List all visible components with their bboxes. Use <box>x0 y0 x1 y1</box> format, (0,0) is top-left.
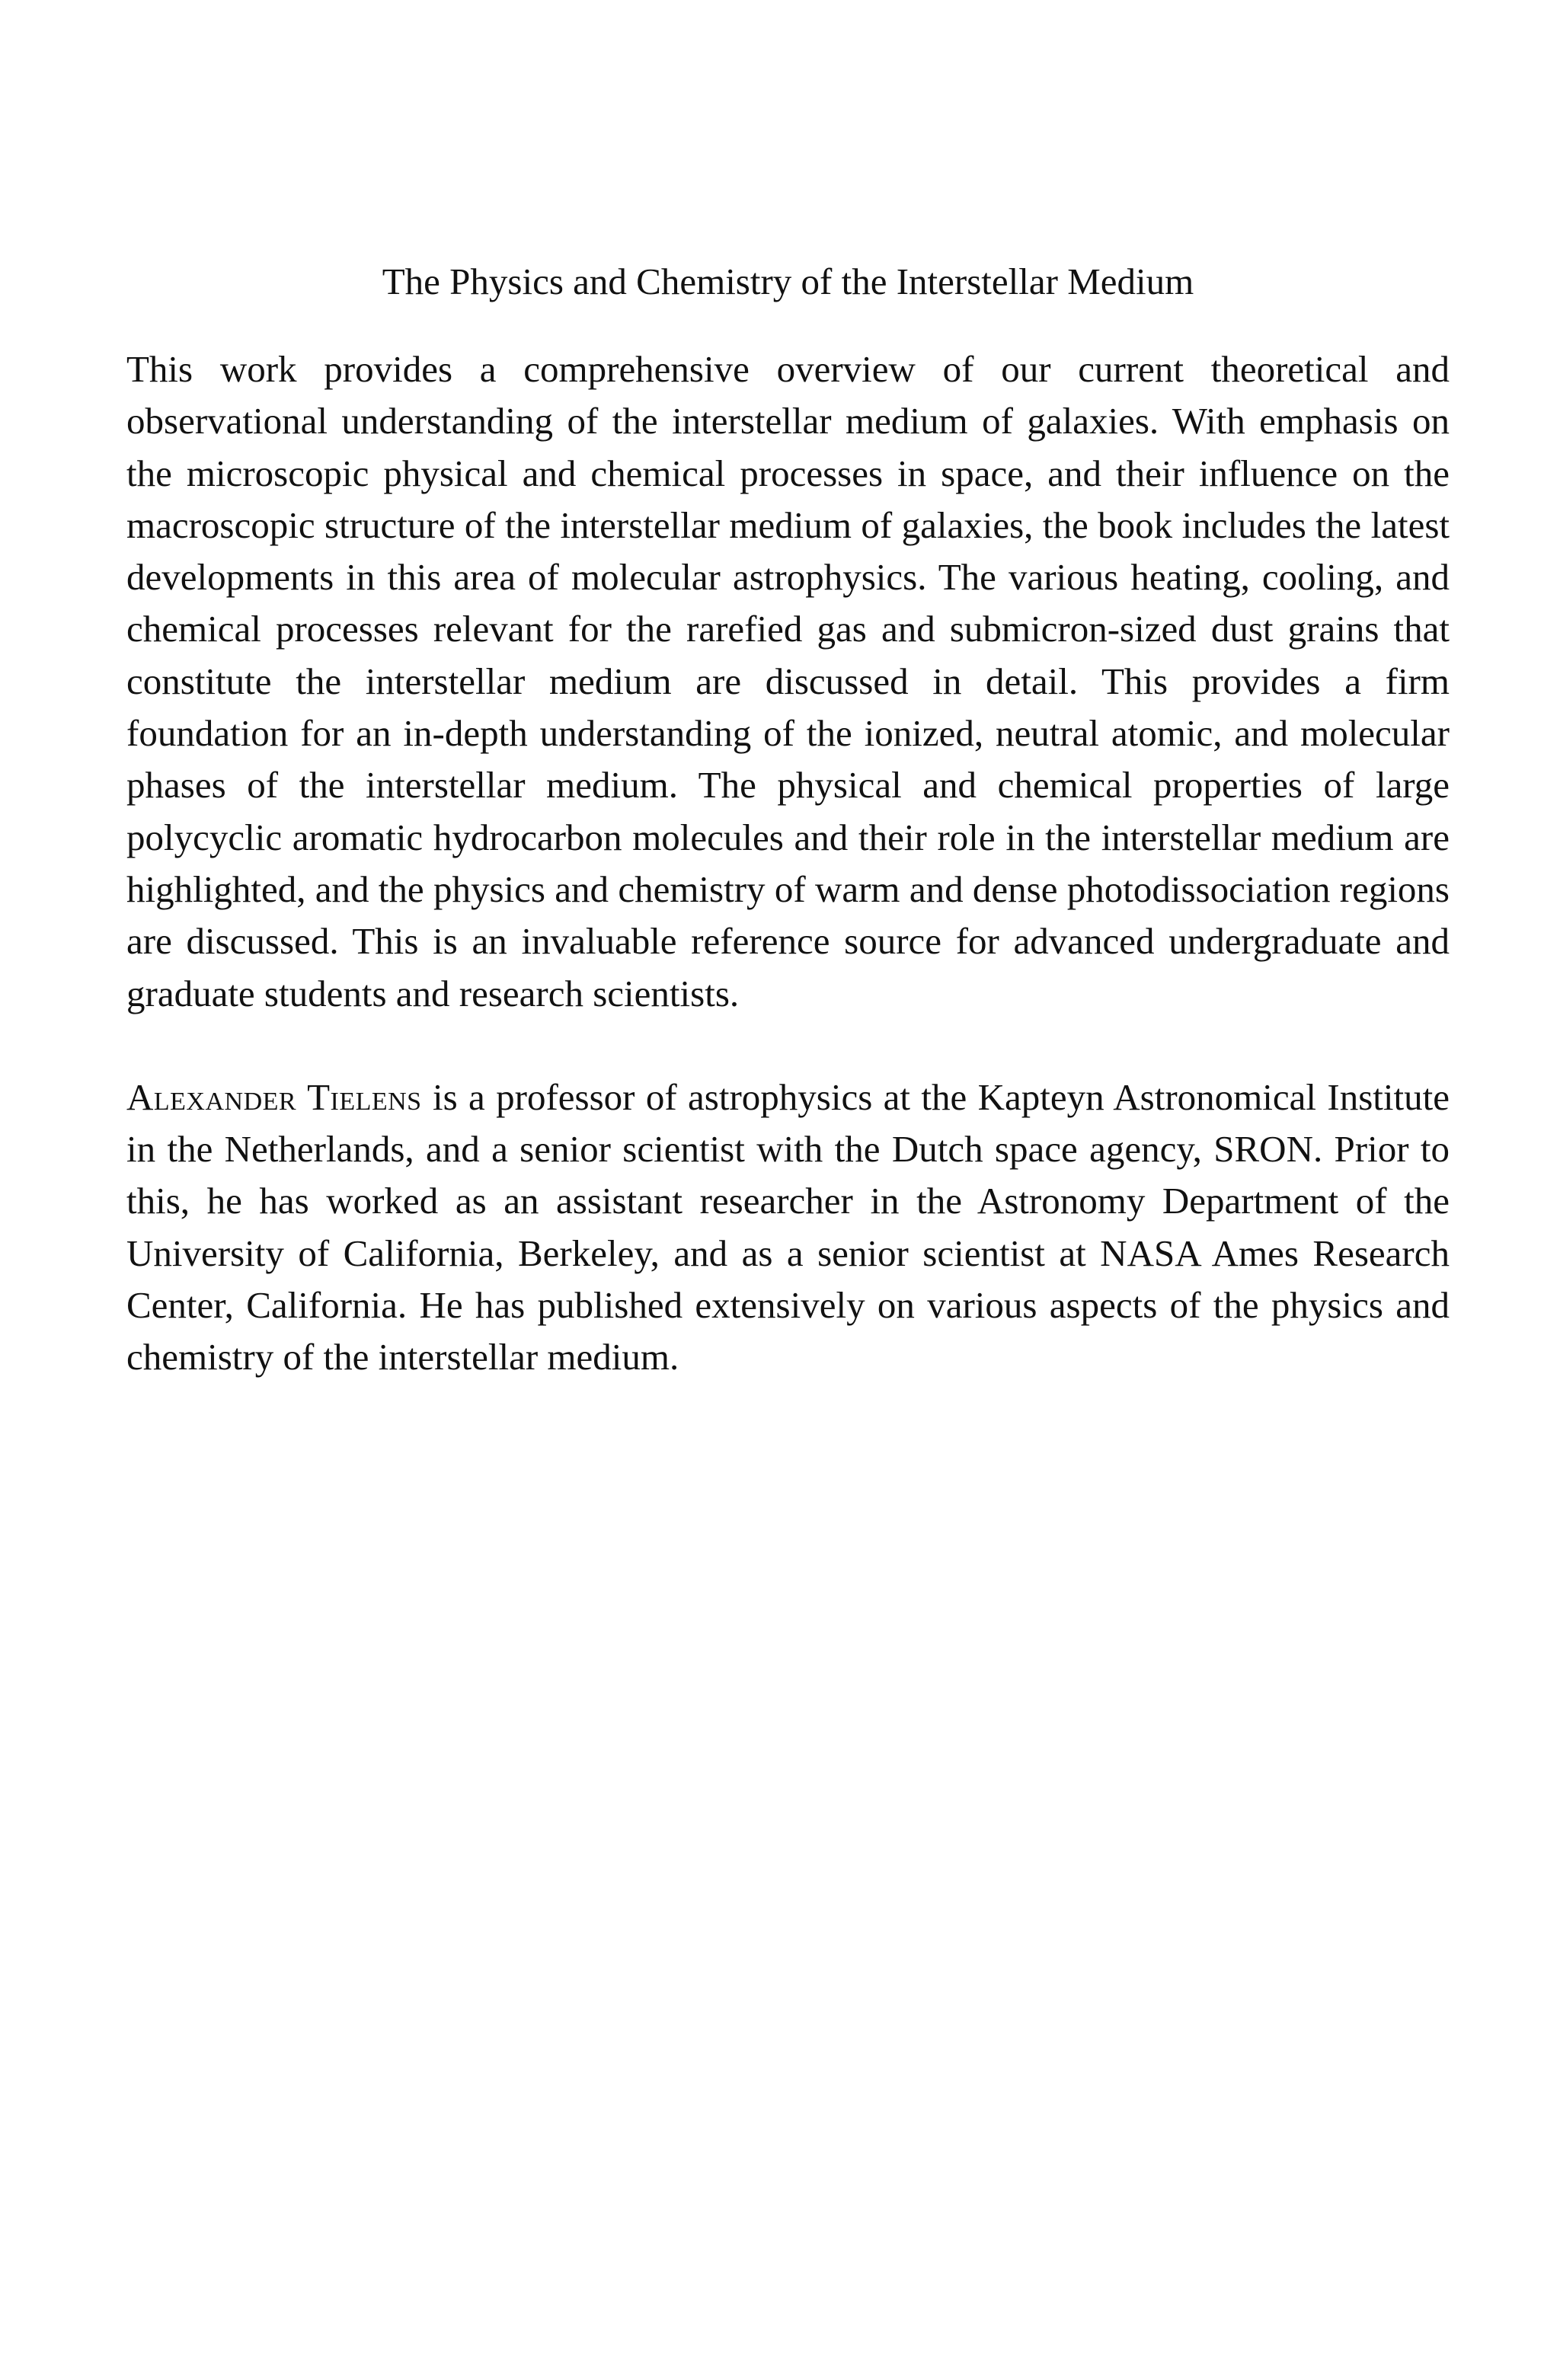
book-blurb-page <box>126 256 1450 1384</box>
author-bio-text: is a professor of astrophysics at the Kapteyn Astronomical Institute in the Netherlands, and a senior scientist with the Dutch space agency, SRON. Prior to this, he has worked as an assistant researcher in the Astronomy Department of the University of California, Berkeley, and as a senior scientist at NASA Ames Research Center, California. He has published extensively on various aspects of the physics and chemistry of the interstellar medium. <box>126 1075 1450 1378</box>
book-title: The Physics and Chemistry of the Interstellar Medium <box>382 260 1194 302</box>
author-name: Alexander Tielens <box>126 1075 422 1118</box>
author-bio-paragraph <box>126 1072 1450 1384</box>
book-description: This work provides a comprehensive overview of our current theoretical and observational understanding of the interstellar medium of galaxies. With emphasis on the microscopic physical and chemical processes in space, and their influence on the macroscopic structure of the interstellar medium of galaxies, the book includes the latest developments in this area of molecular astrophysics. The various heating, cooling, and chemical processes relevant for the rarefied gas and submicron-sized dust grains that constitute the interstellar medium are discussed in detail. This provides a firm foundation for an in-depth understanding of the ionized, neutral atomic, and molecular phases of the interstellar medium. The physical and chemical properties of large polycyclic aromatic hydrocarbon molecules and their role in the interstellar medium are highlighted, and the physics and chemistry of warm and dense photodissociation regions are discussed. This is an invaluable reference source for advanced undergraduate and graduate students and research scientists. <box>126 348 1450 1014</box>
